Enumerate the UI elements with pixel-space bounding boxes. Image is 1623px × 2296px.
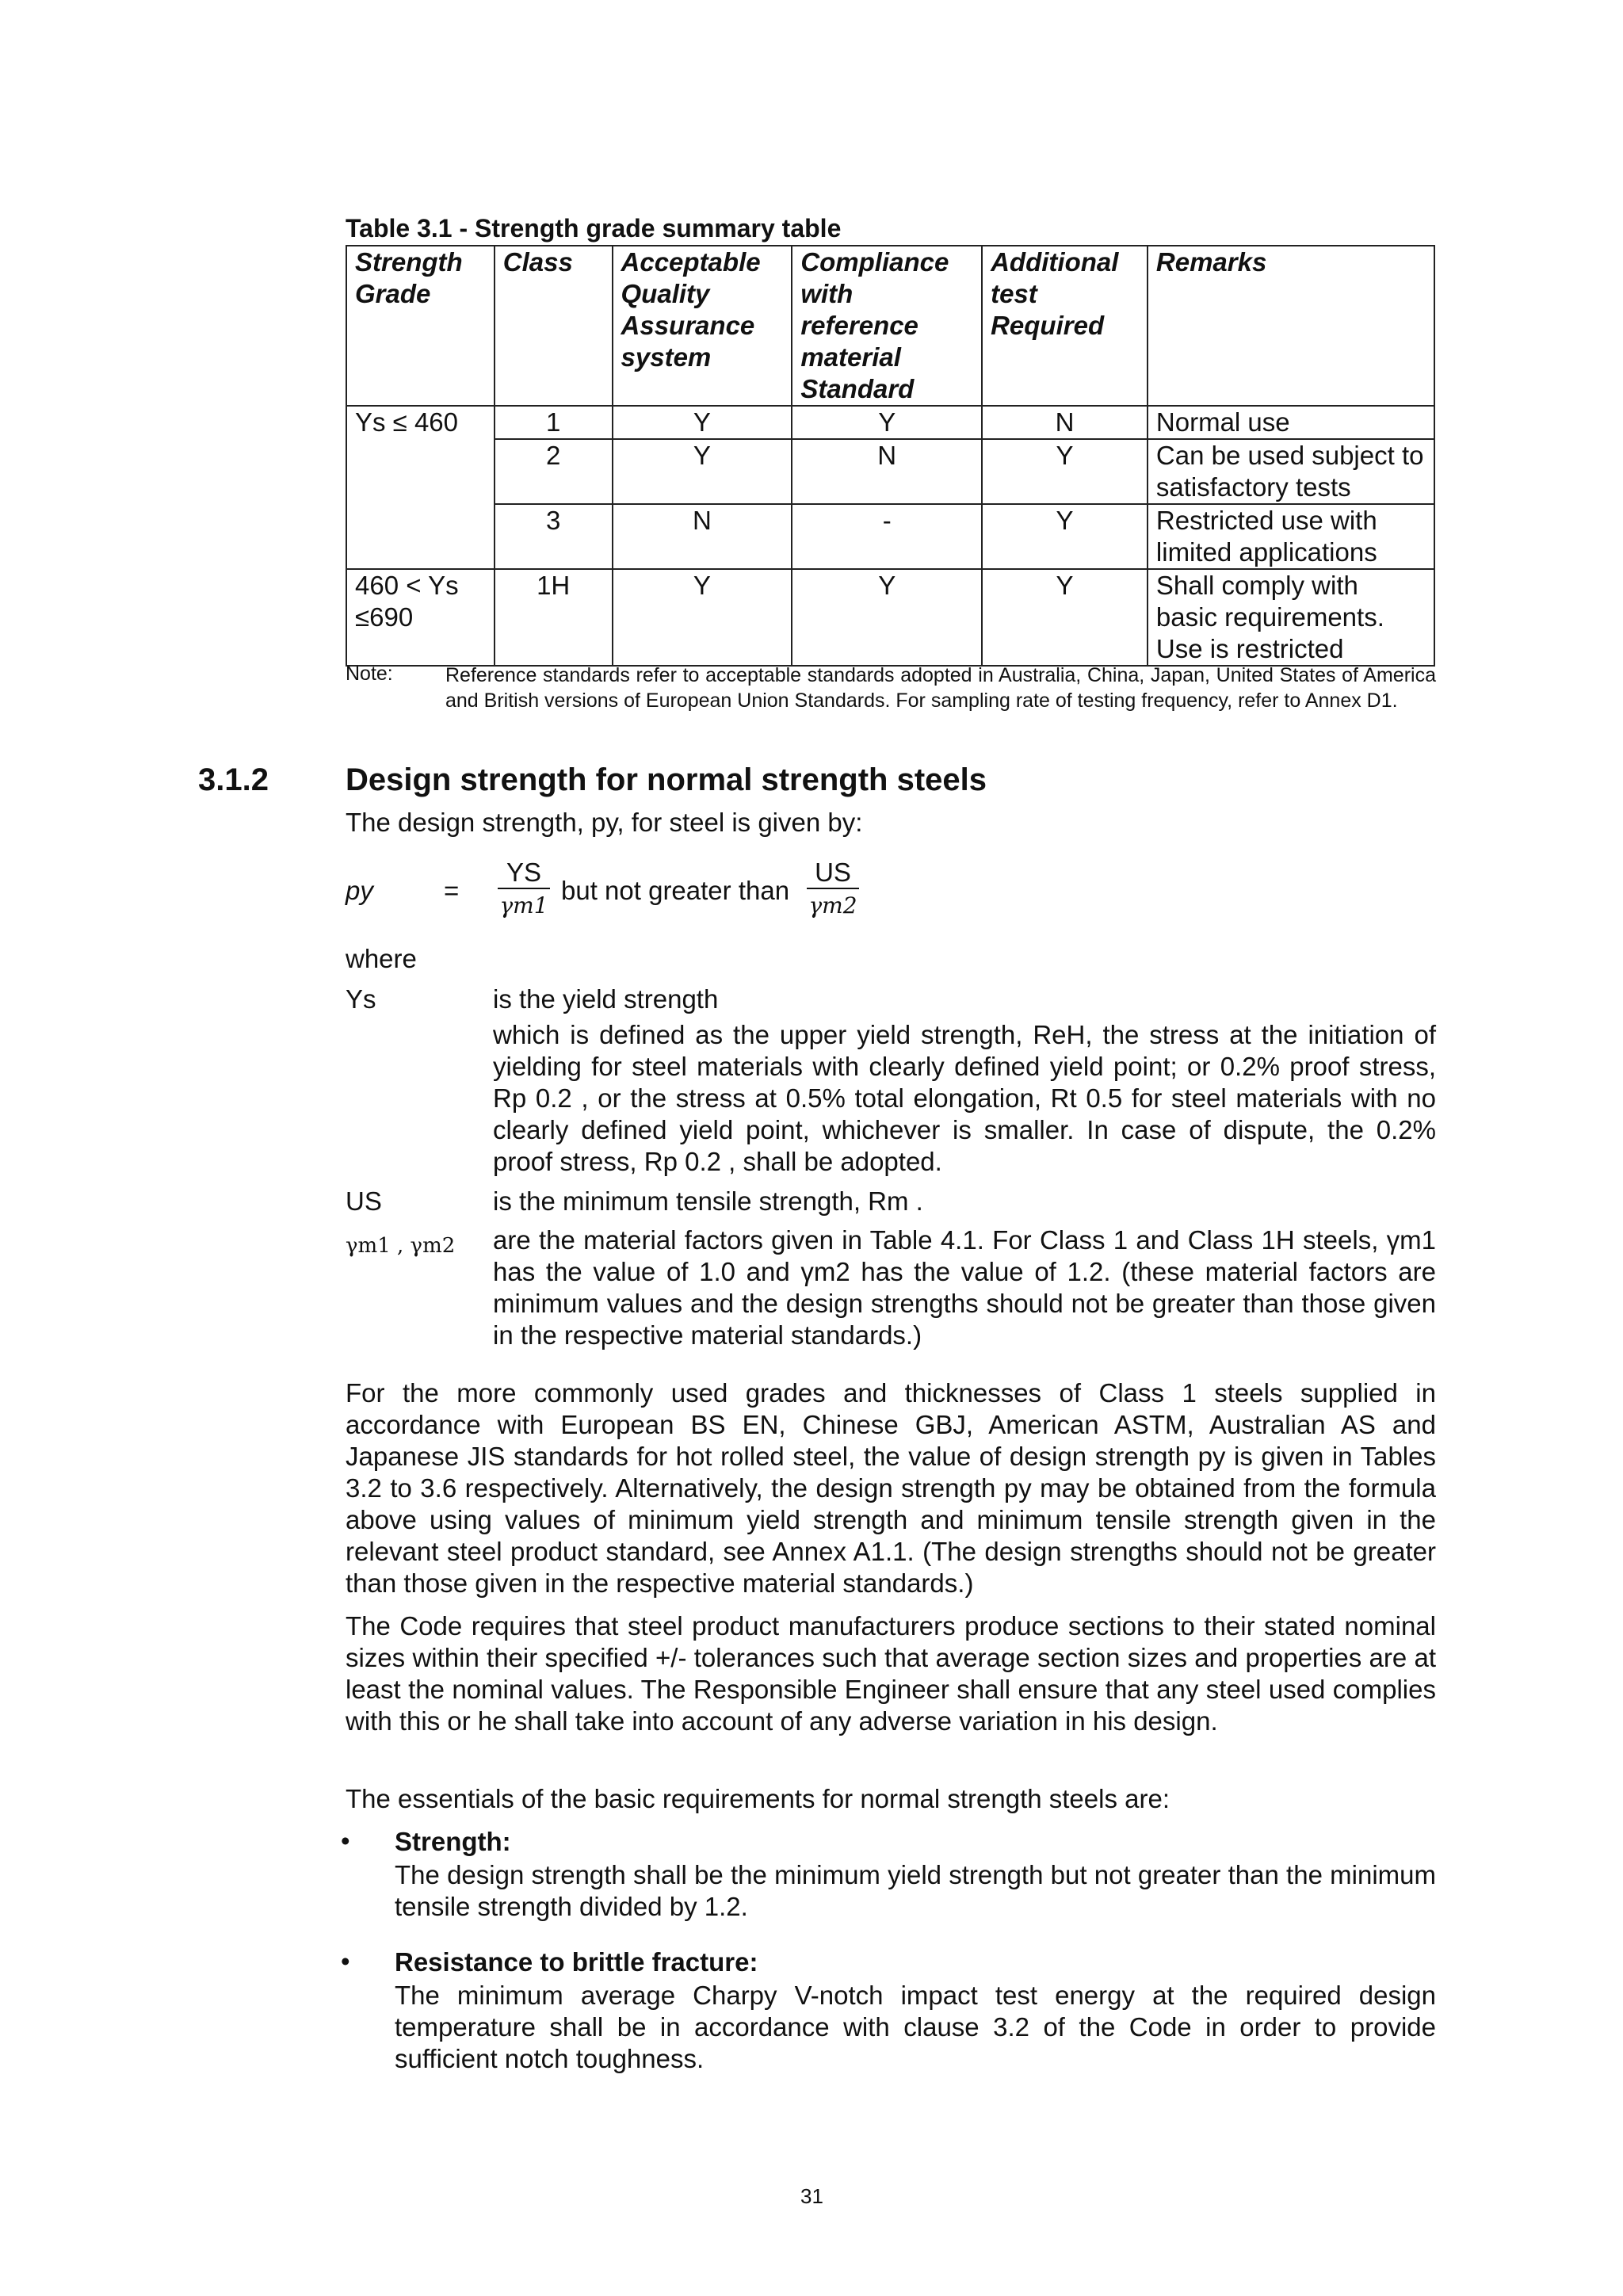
header-compliance: Compliance with reference material Standard (792, 246, 982, 406)
bullet-dot-icon: • (341, 1826, 350, 1855)
def-text-gamma: are the material factors given in Table 4.1. For Class 1 and Class 1H steels, γm1 has the value of 1.0 and γm2 has the value of 1.2. (these material factors are minimum values and the design strengths should not be greater than those given in the respective material standards.) (493, 1225, 1436, 1350)
section-intro: The design strength, py, for steel is given by: (346, 808, 863, 837)
def-text-yield-detail: which is defined as the upper yield strength, ReH, the stress at the initiation of yielding for steel materials with clearly defined yield point; or 0.2% proof stress, Rp 0.2 , or the stress at 0.5% total elongation, Rt 0.5 for steel materials with no clearly defined yield point, whichever is smaller. In case of dispute, the 0.2% proof stress, Rp 0.2 , shall be adopted. (493, 1020, 1436, 1176)
table-row (346, 406, 1434, 439)
cell-compliance: - (792, 504, 982, 569)
formula-lhs: py (346, 876, 373, 905)
table-title: Table 3.1 - Strength grade summary table (346, 214, 842, 243)
formula-fraction-2 (807, 858, 859, 923)
cell-qa: N (613, 504, 792, 569)
bullet-text-brittle: The minimum average Charpy V-notch impact test energy at the required design temperature shall be in accordance with clause 3.2 of the Code in order to provide sufficient notch toughness. (395, 1981, 1436, 2073)
fraction-1-denominator: γm1 (499, 892, 548, 919)
table-row (346, 569, 1434, 666)
cell-grade (346, 439, 495, 504)
cell-grade (346, 504, 495, 569)
def-text-us: is the minimum tensile strength, Rm . (493, 1186, 923, 1216)
paragraph-class1-steels: For the more commonly used grades and thicknesses of Class 1 steels supplied in accordance with European BS EN, Chinese GBJ, American ASTM, Australian AS and Japanese JIS standards for hot rolled steel, the value of design strength py is given in Tables 3.2 to 3.6 respectively. Alternatively, the design strength py may be obtained from the formula above using values of minimum yield strength and minimum tensile strength given in the relevant steel product standard, see Annex A1.1. (The design strengths should not be greater than those given in the respective material standards.) (346, 1378, 1436, 1598)
cell-additional: Y (982, 504, 1148, 569)
note-label: Note: (346, 663, 393, 685)
cell-class: 2 (495, 439, 613, 504)
cell-class: 1 (495, 406, 613, 439)
header-class: Class (495, 246, 613, 406)
cell-additional: Y (982, 439, 1148, 504)
def-symbol-us: US (346, 1186, 382, 1216)
page-number: 31 (800, 2184, 823, 2208)
table-row (346, 439, 1434, 504)
def-symbol-gamma: γm1 , γm2 (346, 1234, 456, 1258)
table-header-row (346, 246, 1434, 406)
cell-grade: Ys ≤ 460 (346, 406, 495, 439)
def-text-ys: is the yield strength (493, 984, 719, 1014)
cell-additional: N (982, 406, 1148, 439)
header-additional-test: Additional test Required (982, 246, 1148, 406)
cell-remarks: Shall comply with basic requirements. Use is restricted (1148, 569, 1434, 666)
paragraph-essentials: The essentials of the basic requirements for normal strength steels are: (346, 1784, 1170, 1813)
header-strength-grade: Strength Grade (346, 246, 495, 406)
formula-middle-text: but not greater than (561, 876, 790, 905)
cell-remarks: Normal use (1148, 406, 1434, 439)
note-text: Reference standards refer to acceptable standards adopted in Australia, China, Japan, United States of America and British versions of European Union Standards. For sampling rate of testing frequency, refer to Annex D1. (445, 664, 1436, 712)
paragraph-tolerances: The Code requires that steel product manufacturers produce sections to their stated nominal sizes within their specified +/- tolerances such that average section sizes and properties are at least the nominal values. The Responsible Engineer shall ensure that any steel used complies with this or he shall take into account of any adverse variation in his design. (346, 1611, 1436, 1736)
cell-compliance: Y (792, 569, 982, 666)
section-title: Design strength for normal strength steels (346, 762, 987, 797)
cell-class: 3 (495, 504, 613, 569)
bullet-dot-icon: • (341, 1946, 350, 1976)
cell-grade: 460 < Ys ≤690 (346, 569, 495, 666)
strength-grade-table (346, 245, 1435, 667)
fraction-2-numerator: US (807, 858, 859, 889)
cell-remarks: Can be used subject to satisfactory tests (1148, 439, 1434, 504)
cell-qa: Y (613, 439, 792, 504)
cell-class: 1H (495, 569, 613, 666)
cell-qa: Y (613, 569, 792, 666)
where-label: where (346, 944, 417, 973)
formula-fraction-1 (498, 858, 550, 923)
bullet-text-strength: The design strength shall be the minimum yield strength but not greater than the minimum tensile strength divided by 1.2. (395, 1860, 1436, 1921)
cell-qa: Y (613, 406, 792, 439)
table-row (346, 504, 1434, 569)
bullet-heading-brittle: Resistance to brittle fracture: (395, 1947, 758, 1977)
cell-remarks: Restricted use with limited applications (1148, 504, 1434, 569)
bullet-heading-strength: Strength: (395, 1827, 511, 1856)
header-remarks: Remarks (1148, 246, 1434, 406)
cell-compliance: Y (792, 406, 982, 439)
cell-compliance: N (792, 439, 982, 504)
formula-equals: = (444, 876, 460, 905)
fraction-2-denominator: γm2 (808, 892, 857, 919)
fraction-1-numerator: YS (498, 858, 550, 889)
cell-additional: Y (982, 569, 1148, 666)
header-quality-assurance: Acceptable Quality Assurance system (613, 246, 792, 406)
section-number: 3.1.2 (198, 762, 269, 797)
def-symbol-ys: Ys (346, 984, 376, 1014)
